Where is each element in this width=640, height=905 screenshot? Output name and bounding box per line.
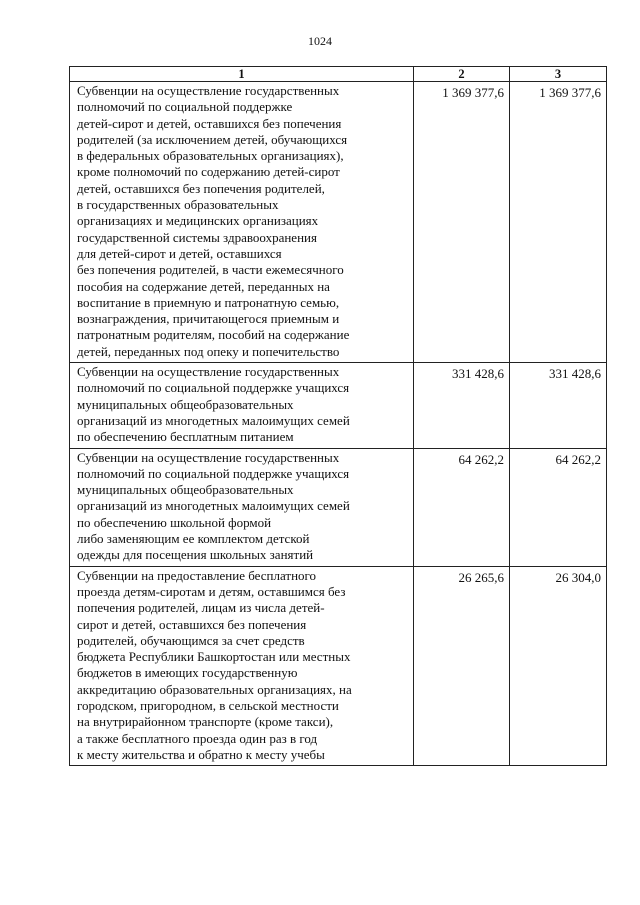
row-description: Субвенции на осуществление государственных полномочий по социальной поддержке учащихся муниципальных общеобразовательных организаций из многодетных малоимущих семей по обеспечению школьной формой либо заменяющим ее комплектом детской одежды для посещения школьных занятий (70, 448, 414, 566)
header-row (70, 67, 607, 82)
row-value-col3: 331 428,6 (510, 363, 607, 448)
row-value-col3: 1 369 377,6 (510, 82, 607, 363)
row-value-col3: 26 304,0 (510, 566, 607, 766)
table-row (70, 82, 607, 363)
row-description: Субвенции на предоставление бесплатного проезда детям-сиротам и детям, оставшимся без попечения родителей, лицам из числа детей- сирот и детей, оставшихся без попечения родителей, обучающимся за счет средств бюджета Республики Башкортостан или местных бюджетов в имеющих государственную аккредитацию образовательных организациях, на городском, пригородном, в сельской местности на внутрирайонном транспорте (кроме такси), а также бесплатного проезда один раз в год к месту жительства и обратно к месту учебы (70, 566, 414, 766)
column-header-3: 3 (510, 67, 607, 82)
column-header-1: 1 (70, 67, 414, 82)
table-row (70, 448, 607, 566)
budget-table (69, 66, 607, 766)
row-description: Субвенции на осуществление государственных полномочий по социальной поддержке детей-сирот и детей, оставшихся без попечения родителей (за исключением детей, обучающихся в федеральных образовательных организациях), кроме полномочий по содержанию детей-сирот детей, оставшихся без попечения родителей, в государственных образовательных организациях и медицинских организациях государственной системы здравоохранения для детей-сирот и детей, оставшихся без попечения родителей, в части ежемесячного пособия на содержание детей, переданных на воспитание в приемную и патронатную семью, вознаграждения, причитающегося приемным и патронатным родителям, пособий на содержание детей, переданных под опеку и попечительство (70, 82, 414, 363)
row-value-col2: 64 262,2 (414, 448, 510, 566)
row-value-col2: 26 265,6 (414, 566, 510, 766)
row-value-col2: 1 369 377,6 (414, 82, 510, 363)
table-row (70, 363, 607, 448)
row-value-col3: 64 262,2 (510, 448, 607, 566)
column-header-2: 2 (414, 67, 510, 82)
table-row (70, 566, 607, 766)
row-value-col2: 331 428,6 (414, 363, 510, 448)
row-description: Субвенции на осуществление государственных полномочий по социальной поддержке учащихся муниципальных общеобразовательных организаций из многодетных малоимущих семей по обеспечению бесплатным питанием (70, 363, 414, 448)
page-number: 1024 (308, 34, 332, 48)
